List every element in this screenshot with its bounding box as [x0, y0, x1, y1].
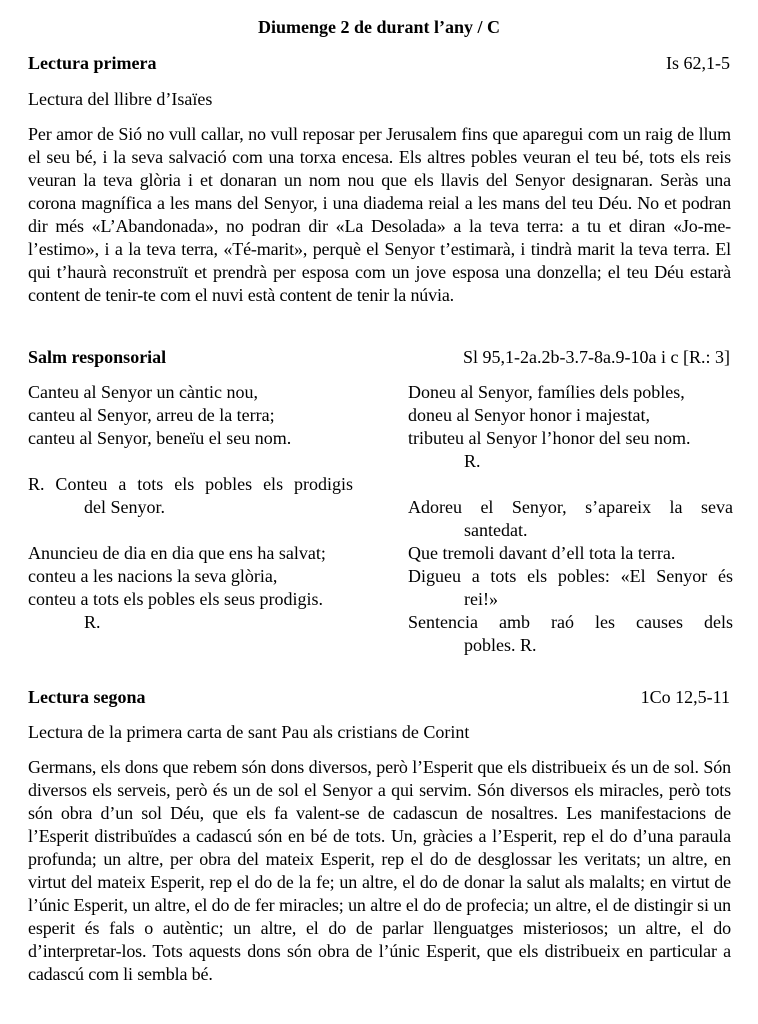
psalm-line: Que tremoli davant d’ell tota la terra. — [408, 543, 676, 563]
psalm-line: Doneu al Senyor, famílies dels pobles, — [408, 382, 685, 402]
reading1-text: Per amor de Sió no vull callar, no vull reposar per Jerusalem fins que aparegui com un raig de llum el seu bé, i la seva salvació com una torxa encesa. Els altres pobles veuran el teu bé, tots els reis veuran la teva glòria i et donaran un nom nou que els llavis del Senyor designaran. Seràs una corona magnífica a les mans del Senyor, i una diadema reial a les mans del teu Déu. No et podran dir més «L’Abandonada», no podran dir «La Desolada» a la teva terra: a tu et diran «Jo-me-l’estimo», i a la teva terra, «Té-marit», perquè el Senyor t’estimarà, i tindrà marit la teva terra. El qui t’haurà reconstruït et prendrà per esposa com un jove esposa una donzella; el teu Déu estarà content de tenir-te com el nuvi està content de tenir la núvia. — [28, 124, 731, 305]
psalm-line: R. Conteu a tots els pobles els prodigis — [28, 474, 353, 494]
psalm-line: Anuncieu de dia en dia que ens ha salvat; — [28, 543, 326, 563]
reading2-intro: Lectura de la primera carta de sant Pau als cristians de Corint — [28, 722, 470, 742]
psalm-stanza — [408, 496, 733, 657]
psalm-line: conteu a tots els pobles els seus prodigis. — [28, 589, 323, 609]
psalm-line: Digueu a tots els pobles: «El Senyor és — [408, 566, 733, 586]
psalm-stanza — [28, 542, 353, 634]
psalm-response — [28, 473, 353, 519]
psalm-line: pobles. R. — [464, 635, 537, 655]
psalm-line: Adoreu el Senyor, s’apareix la seva — [408, 497, 733, 517]
reading2-label: Lectura segona — [28, 687, 146, 707]
stanza-spacer — [28, 450, 353, 473]
psalm-right-column — [408, 381, 733, 657]
psalm-line: canteu al Senyor, beneïu el seu nom. — [28, 428, 292, 448]
psalm-header — [28, 346, 730, 369]
psalm-line: santedat. — [464, 520, 528, 540]
reading1-header — [28, 52, 730, 75]
psalm-line: del Senyor. — [84, 497, 165, 517]
reading1-intro: Lectura del llibre d’Isaïes — [28, 89, 213, 109]
page-title: Diumenge 2 de durant l’any / C — [257, 17, 500, 37]
reading2-header — [28, 686, 730, 709]
psalm-stanza — [28, 381, 353, 450]
psalm-line: Sentencia amb raó les causes dels — [408, 612, 733, 632]
psalm-label: Salm responsorial — [28, 347, 167, 367]
psalm-line: canteu al Senyor, arreu de la terra; — [28, 405, 275, 425]
psalm-line: R. — [464, 451, 481, 471]
reading1-label: Lectura primera — [28, 53, 157, 73]
psalm-line: R. — [84, 612, 101, 632]
psalm-reference: Sl 95,1-2a.2b-3.7-8a.9-10a i c [R.: 3] — [463, 347, 730, 367]
reading2-text: Germans, els dons que rebem són dons diversos, però l’Esperit que els distribueix és un de sol. Són diversos els serveis, però és un de sol el Senyor a qui servim. Són diversos els miracles, però tots són obra d’un sol Déu, que els fa valent-se de cadascun de nosaltres. Les manifestacions de l’Esperit distribuïdes a cadascú són en bé de tots. Un, gràcies a l’Esperit, rep el do d’una paraula profunda; un altre, per obra del mateix Esperit, rep el do de desglossar les veritats; un altre, en virtut del mateix Esperit, rep el do de la fe; un altre, el do de donar la salut als malalts; en virtut de l’únic Esperit, un altre, el do de fer miracles; un altre el do de profecia; un altre, el de distingir si un esperit és fals o autèntic; un altre, el do de parlar llenguatges misteriosos; un altre, el do d’interpretar-los. Tots aquests dons són obra de l’únic Esperit, que els distribueix en particular a cadascú com li sembla bé. — [28, 757, 731, 984]
psalm-line: Canteu al Senyor un càntic nou, — [28, 382, 258, 402]
reading2-reference: 1Co 12,5-11 — [640, 687, 730, 707]
psalm-line: rei!» — [464, 589, 498, 609]
stanza-spacer — [28, 519, 353, 542]
psalm-stanza — [408, 381, 733, 473]
reading1-reference: Is 62,1-5 — [666, 53, 730, 73]
stanza-spacer — [408, 473, 733, 496]
psalm-line: tributeu al Senyor l’honor del seu nom. — [408, 428, 691, 448]
psalm-line: conteu a les nacions la seva glòria, — [28, 566, 278, 586]
psalm-left-column — [28, 381, 353, 634]
psalm-line: doneu al Senyor honor i majestat, — [408, 405, 650, 425]
